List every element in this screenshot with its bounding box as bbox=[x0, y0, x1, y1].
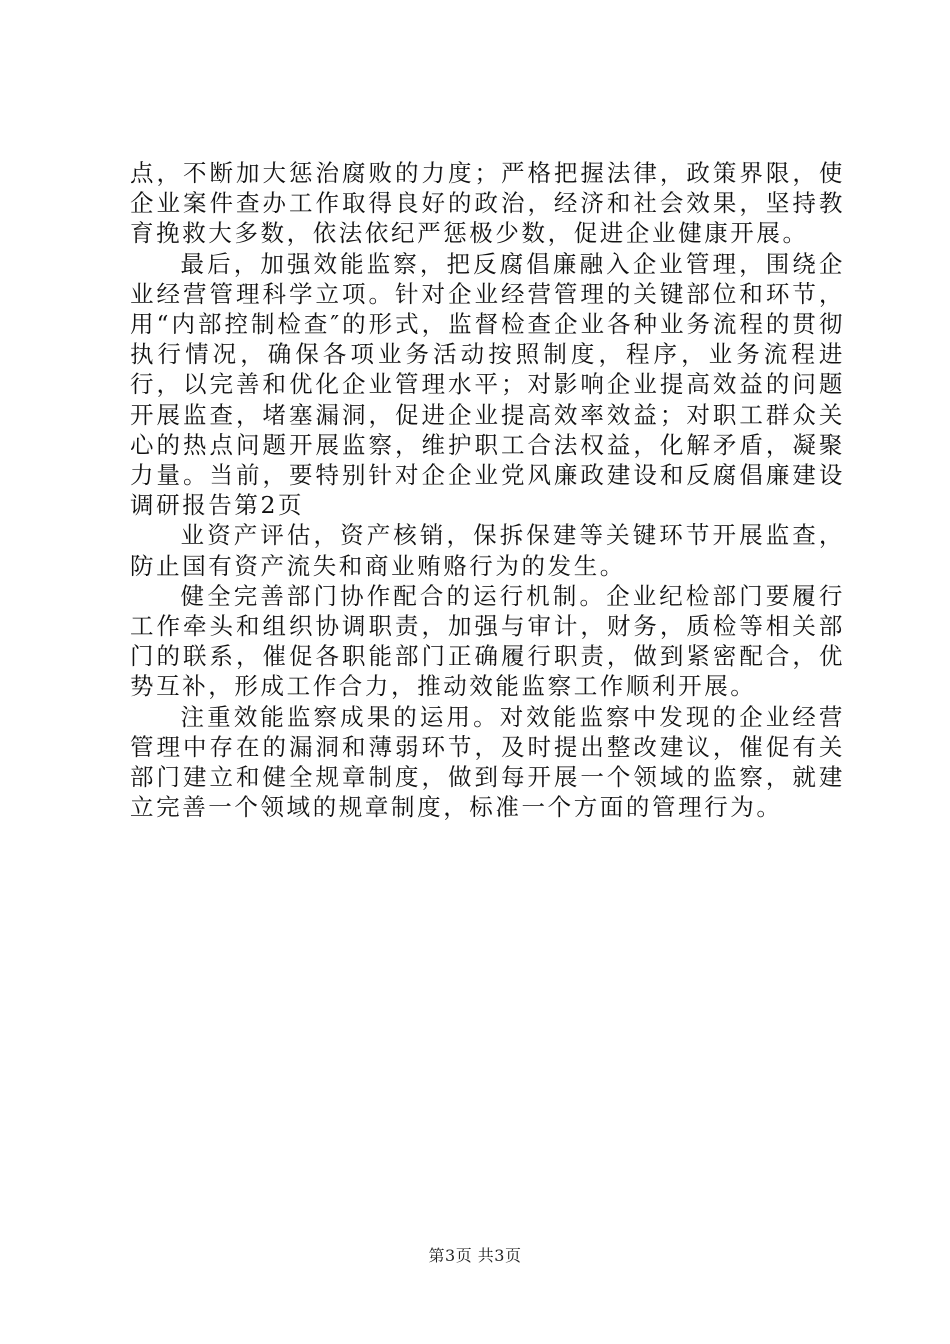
page-number-footer: 第3页 共3页 bbox=[428, 1246, 522, 1265]
paragraph-2: 最后，加强效能监察，把反腐倡廉融入企业管理，围绕企业经营管理科学立项。针对企业经营管理的关键部位和环节，用“内部控制检查″的形式，监督检查企业各种业务流程的贯彻执行情况，确保各项业务活动按照制度，程序，业务流程进行，以完善和优化企业管理水平；对影响企业提高效益的问题开展监查，堵塞漏洞，促进企业提高效率效益；对职工群众关心的热点问题开展监察，维护职工合法权益，化解矛盾，凝聚力量。当前，要特别针对企企业党风廉政建设和反腐倡廉建设调研报告第2页 bbox=[130, 249, 845, 520]
paragraph-3: 业资产评估，资产核销，保拆保建等关键环节开展监查，防止国有资产流失和商业贿赂行为的发生。 bbox=[130, 521, 845, 580]
paragraph-5: 注重效能监察成果的运用。对效能监察中发现的企业经营管理中存在的漏洞和薄弱环节，及时提出整改建议，催促有关部门建立和健全规章制度，做到每开展一个领域的监察，就建立完善一个领域的规章制度，标准一个方面的管理行为。 bbox=[130, 702, 845, 822]
paragraph-1: 点，不断加大惩治腐败的力度；严格把握法律，政策界限，使企业案件查办工作取得良好的政治，经济和社会效果，坚持教育挽救大多数，依法依纪严惩极少数，促进企业健康开展。 bbox=[130, 159, 845, 248]
document-body bbox=[130, 158, 845, 822]
paragraph-4: 健全完善部门协作配合的运行机制。企业纪检部门要履行工作牵头和组织协调职责，加强与审计，财务，质检等相关部门的联系，催促各职能部门正确履行职责，做到紧密配合，优势互补，形成工作合力，推动效能监察工作顺利开展。 bbox=[130, 581, 845, 701]
